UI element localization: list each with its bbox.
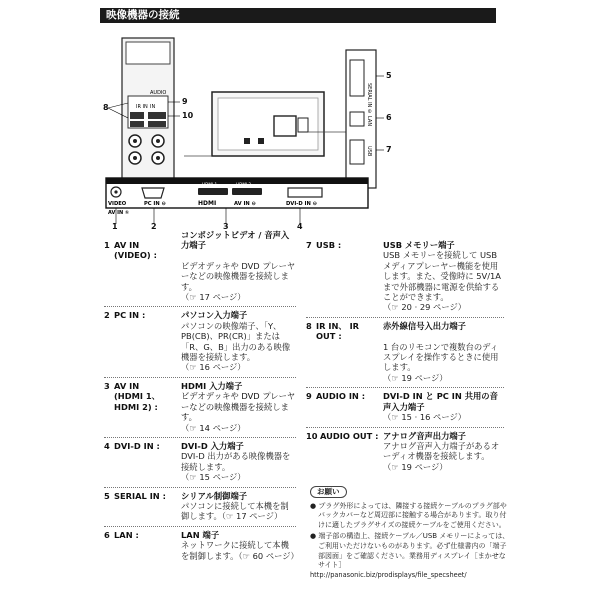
- svg-text:HDMI: HDMI: [198, 200, 217, 207]
- entry-usb: 7 USB : USB メモリー端子 USB メモリーを接続して USB メディアプレーヤー機能を使用します。また、受像時に 5V/1A まで外部機器に電源を供給することができます。 （☞ 20 · 29 ページ）: [306, 240, 501, 313]
- svg-text:LAN: LAN: [366, 116, 372, 127]
- entry-hdmi: 3 AV IN (HDMI 1、 HDMI 2) : HDMI 入力端子 ビデオデッキや DVD プレーヤーなどの映像機器を接続します。 （☞ 14 ページ）: [104, 377, 296, 437]
- note-bullet: ● プラグ外形によっては、隣接する接続ケーブルのプラグ部やバックカバーなど周辺部に接触する場合があります。取り付けに適したプラグサイズの接続ケーブルをご使用ください。: [310, 501, 507, 529]
- callout-6: 6: [386, 113, 392, 122]
- note-bullet: ● 端子部の構造上、接続ケーブル／USB メモリーによっては、ご利用いただけないものがあります。必ず仕様書内の「端子部図面」をご確認ください。業務用ディスプレイ［まかせなサイト］: [310, 532, 510, 570]
- entry-ir: 8 IR IN、 IR OUT : 赤外線信号入出力端子 1 台のリモコンで複数台のディスプレイを操作するときに使用します。 （☞ 19 ページ）: [306, 317, 504, 387]
- left-column: [104, 229, 299, 565]
- svg-text:DVI-D IN ⊖: DVI-D IN ⊖: [286, 201, 317, 207]
- svg-text:HDMI 1: HDMI 1: [202, 182, 218, 187]
- note-heading: お願い: [310, 486, 347, 498]
- spec-url: http://panasonic.biz/prodisplays/file_specsheet/: [310, 570, 467, 579]
- callout-5: 5: [386, 71, 392, 80]
- svg-text:AUDIO: AUDIO: [150, 90, 167, 96]
- connection-diagram: [98, 28, 398, 233]
- svg-text:SERIAL IN ⊖: SERIAL IN ⊖: [366, 83, 372, 114]
- callout-8: 8: [103, 103, 109, 112]
- callout-1: 1: [112, 222, 118, 231]
- entry-audio-out: 10 AUDIO OUT : アナログ音声出力端子 アナログ音声入力端子があるオーディオ機器を接続します。 （☞ 19 ページ）: [306, 427, 504, 477]
- svg-text:IN: IN: [150, 104, 156, 110]
- section-header: 映像機器の接続: [100, 8, 496, 23]
- callout-10: 10: [182, 111, 194, 120]
- callout-7: 7: [386, 145, 392, 154]
- entry-audio-in: 9 AUDIO IN : DVI-D IN と PC IN 共用の音声入力端子 （☞ 15 · 16 ページ）: [306, 387, 504, 426]
- callout-4: 4: [297, 222, 303, 231]
- entry-av-in-video: 1 AV IN (VIDEO) : コンポジットビデオ / 音声入力端子 ビデオデッキや DVD プレーヤーなどの映像機器を接続します。 （☞ 17 ページ）: [104, 229, 296, 303]
- entry-pc-in: 2 PC IN : パソコン入力端子 パソコンの映像端子、「Y、PB(CB)、PR(CR)」または「R、G、B」出力のある映像機器を接続します。 （☞ 16 ページ）: [104, 306, 296, 376]
- svg-text:USB: USB: [366, 146, 372, 157]
- svg-text:AV IN ①: AV IN ①: [108, 210, 130, 216]
- caution-note: [310, 486, 510, 580]
- entry-serial-in: 5 SERIAL IN : シリアル制御端子 パソコンに接続して本機を制御します。（☞ 17 ページ）: [104, 487, 296, 526]
- callout-2: 2: [151, 222, 157, 231]
- svg-text:AV IN ⊖: AV IN ⊖: [234, 201, 256, 207]
- right-column: [306, 240, 504, 476]
- callout-3: 3: [223, 222, 229, 231]
- svg-text:IR IN: IR IN: [136, 104, 148, 110]
- entry-lan: 6 LAN : LAN 端子 ネットワークに接続して本機を制御します。（☞ 60 ページ）: [104, 526, 296, 565]
- callout-9: 9: [182, 97, 188, 106]
- svg-text:VIDEO: VIDEO: [108, 201, 127, 207]
- svg-text:HDMI 2: HDMI 2: [236, 182, 252, 187]
- entry-dvi-d-in: 4 DVI-D IN : DVI-D 入力端子 DVI-D 出力がある映像機器を接続します。 （☞ 15 ページ）: [104, 437, 296, 487]
- svg-text:PC IN ⊖: PC IN ⊖: [144, 201, 166, 207]
